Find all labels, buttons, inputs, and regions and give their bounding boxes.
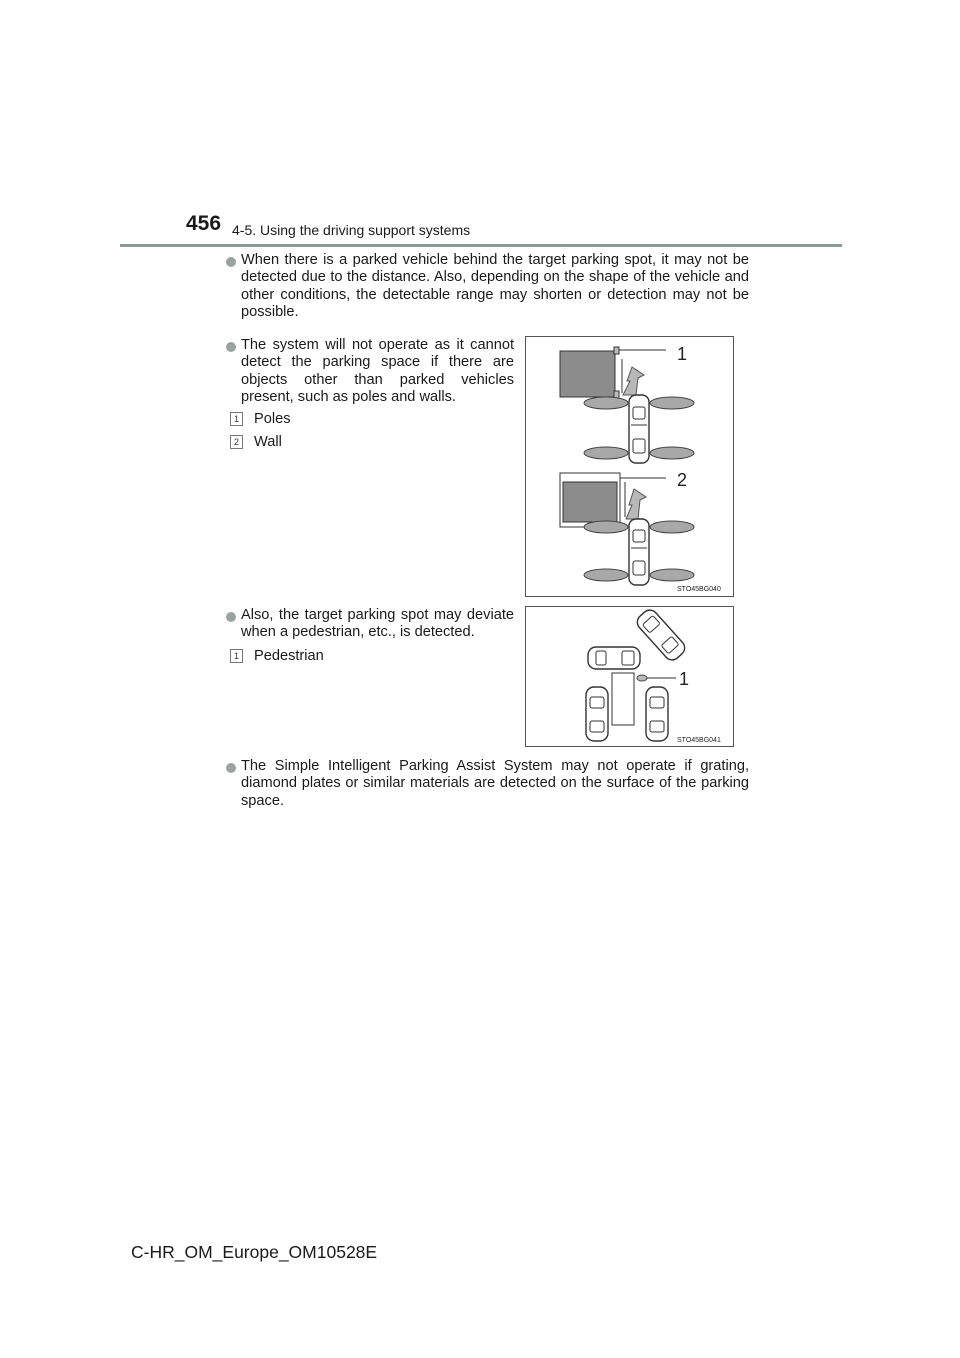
legend-label: Poles [254,411,291,427]
legend-label: Pedestrian [254,648,324,664]
legend-number: 2 [230,435,243,449]
callout-2: 2 [677,470,688,490]
legend-row-poles [230,411,291,427]
footer-doc-id: C-HR_OM_Europe_OM10528E [131,1242,378,1262]
paragraph-objects: The system will not operate as it cannot detect the parking space if there are objects other than parked vehicles present, such as poles and walls. [241,337,514,405]
paragraph-distance: When there is a parked vehicle behind the target parking spot, it may not be detected due to the distance. Also, depending on the shape of the vehicle and other conditions, the detectable range may shorten or detection may not be possible. [241,252,749,320]
figure-code: STO45BG040 [677,586,721,593]
callout-1: 1 [679,669,690,689]
bullet-icon [226,763,236,773]
paragraph-pedestrian: Also, the target parking spot may deviate when a pedestrian, etc., is detected. [241,607,514,641]
legend-number: 1 [230,412,243,426]
bullet-icon [226,257,236,267]
legend-number: 1 [230,649,243,663]
paragraph-grating: The Simple Intelligent Parking Assist System may not operate if grating, diamond plates or similar materials are detected on the surface of the parking space. [241,758,749,809]
legend-label: Wall [254,434,282,450]
page-number: 456 [186,212,222,235]
section-title: 4-5. Using the driving support systems [232,222,471,238]
legend-row-pedestrian [230,648,324,664]
bullet-icon [226,342,236,352]
figure-poles-wall [525,336,734,597]
figure-pedestrian [525,606,734,747]
bullet-icon [226,612,236,622]
callout-1: 1 [677,344,688,364]
figure-poles-wall-illustration [526,337,733,596]
figure-pedestrian-illustration [526,607,733,746]
header-rule [120,244,842,247]
legend-row-wall [230,434,282,450]
figure-code: STO45BG041 [677,737,721,744]
